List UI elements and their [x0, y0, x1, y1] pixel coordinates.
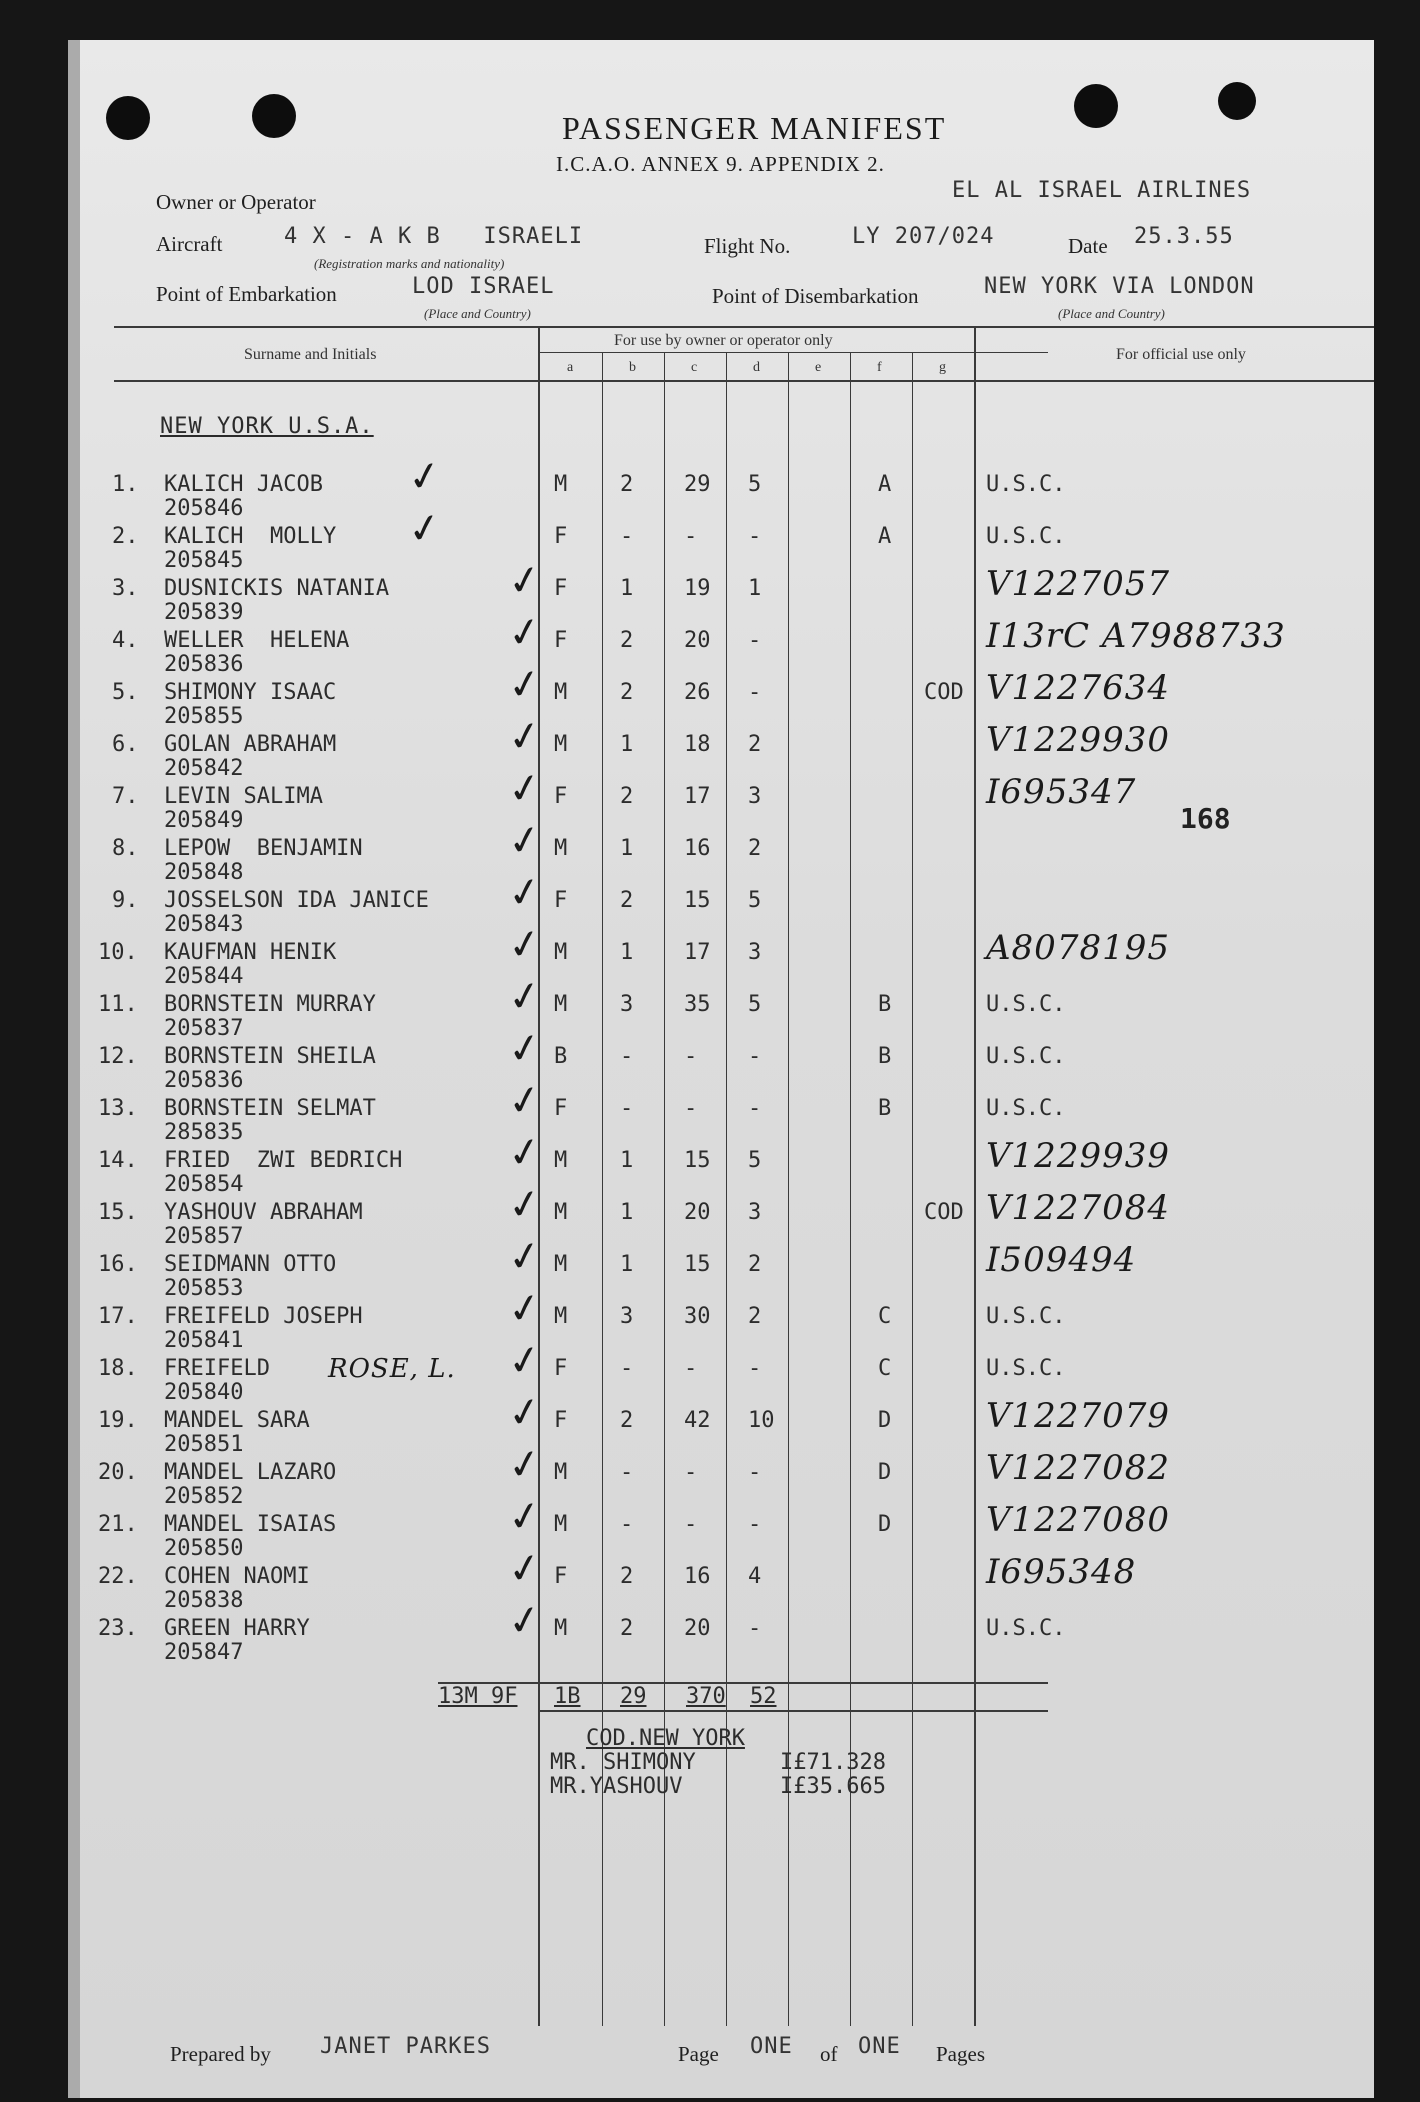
- passenger-name: COHEN NAOMI: [164, 1564, 310, 1589]
- col-g-value: COD: [924, 1200, 964, 1225]
- col-b-value: 1: [620, 732, 634, 757]
- sub-col-g: g: [939, 360, 946, 375]
- col-d-value: 5: [748, 1148, 762, 1173]
- col-b-value: 1: [620, 940, 634, 965]
- col-f-value: D: [878, 1408, 892, 1433]
- prepared-value: JANET PARKES: [320, 2034, 491, 2059]
- table-header-rule: [114, 380, 1374, 382]
- col-a-value: M: [554, 940, 568, 965]
- passenger-name: FREIFELD JOSEPH: [164, 1304, 363, 1329]
- name-col-header: Surname and Initials: [244, 346, 377, 363]
- ticket-number: 205854: [164, 1172, 244, 1197]
- date-label: Date: [1068, 234, 1108, 258]
- col-a-value: F: [554, 524, 568, 549]
- row-number: 23.: [98, 1616, 138, 1641]
- ticket-number: 205853: [164, 1276, 244, 1301]
- sub-col-b: b: [629, 360, 636, 375]
- col-d-value: 5: [748, 888, 762, 913]
- col-c-value: 26: [684, 680, 711, 705]
- official-entry: U.S.C.: [986, 992, 1066, 1017]
- check-mark-icon: ✓: [504, 867, 546, 919]
- col-d-value: 10: [748, 1408, 775, 1433]
- passenger-name: SHIMONY ISAAC: [164, 680, 337, 705]
- operator-col-header: For use by owner or operator only: [614, 332, 833, 349]
- totals-b: 29: [620, 1684, 647, 1709]
- owner-label: Owner or Operator: [156, 190, 316, 214]
- col-d-value: -: [748, 1460, 762, 1485]
- check-mark-icon: ✓: [504, 1127, 546, 1179]
- col-c-value: 35: [684, 992, 711, 1017]
- col-d-value: 5: [748, 472, 762, 497]
- aircraft-note: (Registration marks and nationality): [314, 256, 505, 271]
- ticket-number: 205847: [164, 1640, 244, 1665]
- passenger-name: FRIED ZWI BEDRICH: [164, 1148, 403, 1173]
- col-d-value: -: [748, 1096, 762, 1121]
- col-b-value: -: [620, 1044, 634, 1069]
- col-d-value: -: [748, 1356, 762, 1381]
- row-number: 5.: [112, 680, 139, 705]
- passenger-name: GOLAN ABRAHAM: [164, 732, 337, 757]
- col-f-value: B: [878, 1044, 892, 1069]
- embark-value: LOD ISRAEL: [412, 274, 555, 299]
- operator-sub-rule: [540, 352, 1048, 353]
- col-f-value: D: [878, 1460, 892, 1485]
- col-c-value: 18: [684, 732, 711, 757]
- page-label: Page: [678, 2042, 719, 2066]
- col-c-value: 20: [684, 628, 711, 653]
- of-value: ONE: [858, 2034, 901, 2059]
- cod-line2-name: MR.YASHOUV: [550, 1774, 683, 1799]
- ticket-number: 205851: [164, 1432, 244, 1457]
- check-mark-icon: ✓: [504, 1075, 546, 1127]
- col-a-value: M: [554, 992, 568, 1017]
- punch-hole: [1074, 84, 1118, 128]
- check-mark-icon: ✓: [504, 763, 546, 815]
- col-d-value: -: [748, 680, 762, 705]
- sub-col-f: f: [877, 360, 882, 375]
- official-entry: V1227079: [986, 1396, 1170, 1436]
- totals-top-rule: [438, 1682, 1048, 1684]
- official-entry: I695347: [986, 772, 1137, 812]
- col-b-value: 1: [620, 1200, 634, 1225]
- official-entry: I13rC A7988733: [986, 616, 1286, 656]
- ticket-number: 285835: [164, 1120, 244, 1145]
- col-d-value: 3: [748, 784, 762, 809]
- passenger-name: SEIDMANN OTTO: [164, 1252, 337, 1277]
- aircraft-value: 4 X - A K B ISRAELI: [284, 224, 584, 249]
- page-number-stamp: 168: [1180, 802, 1231, 835]
- col-b-value: 1: [620, 1148, 634, 1173]
- col-c-value: 42: [684, 1408, 711, 1433]
- col-a-value: F: [554, 1564, 568, 1589]
- col-f-value: B: [878, 992, 892, 1017]
- col-a-value: M: [554, 836, 568, 861]
- col-c-value: 19: [684, 576, 711, 601]
- col-f-value: A: [878, 472, 892, 497]
- row-number: 9.: [112, 888, 139, 913]
- check-mark-icon: ✓: [504, 1439, 546, 1491]
- official-entry: I509494: [986, 1240, 1137, 1280]
- col-d-value: 2: [748, 732, 762, 757]
- col-c-value: 30: [684, 1304, 711, 1329]
- check-mark-icon: ✓: [504, 1387, 546, 1439]
- totals-a: 1B: [554, 1684, 581, 1709]
- col-b-value: -: [620, 524, 634, 549]
- col-a-value: F: [554, 1408, 568, 1433]
- page-subtitle: I.C.A.O. ANNEX 9. APPENDIX 2.: [556, 152, 885, 176]
- table-top-rule: [114, 326, 1374, 328]
- col-c-value: 16: [684, 1564, 711, 1589]
- row-number: 16.: [98, 1252, 138, 1277]
- official-entry: V1227634: [986, 668, 1170, 708]
- official-entry: V1229930: [986, 720, 1170, 760]
- col-a-value: F: [554, 628, 568, 653]
- col-a-value: F: [554, 888, 568, 913]
- col-b-value: 2: [620, 888, 634, 913]
- col-b-value: -: [620, 1512, 634, 1537]
- official-entry: U.S.C.: [986, 1044, 1066, 1069]
- col-b-value: 2: [620, 784, 634, 809]
- check-mark-icon: ✓: [504, 971, 546, 1023]
- passenger-name: BORNSTEIN SELMAT: [164, 1096, 376, 1121]
- official-entry: V1227057: [986, 564, 1170, 604]
- passenger-name: LEPOW BENJAMIN: [164, 836, 363, 861]
- col-b-value: 2: [620, 1408, 634, 1433]
- col-c-value: 20: [684, 1616, 711, 1641]
- official-entry: U.S.C.: [986, 1304, 1066, 1329]
- col-d-value: 2: [748, 1252, 762, 1277]
- sub-col-d: d: [753, 360, 760, 375]
- col-a-value: F: [554, 1356, 568, 1381]
- check-mark-icon: ✓: [504, 1283, 546, 1335]
- row-number: 3.: [112, 576, 139, 601]
- col-d-value: -: [748, 628, 762, 653]
- col-rule-g: [912, 352, 913, 2026]
- check-mark-icon: ✓: [404, 503, 446, 555]
- row-number: 1.: [112, 472, 139, 497]
- totals-bottom-rule: [538, 1710, 1048, 1712]
- row-number: 10.: [98, 940, 138, 965]
- check-mark-icon: ✓: [504, 815, 546, 867]
- col-c-value: -: [684, 1356, 698, 1381]
- col-a-value: M: [554, 1304, 568, 1329]
- official-col-header: For official use only: [1116, 346, 1246, 363]
- disembark-label: Point of Disembarkation: [712, 284, 919, 308]
- ticket-number: 205837: [164, 1016, 244, 1041]
- col-d-value: 3: [748, 940, 762, 965]
- row-number: 19.: [98, 1408, 138, 1433]
- passenger-name: MANDEL LAZARO: [164, 1460, 337, 1485]
- ticket-number: 205849: [164, 808, 244, 833]
- passenger-name: MANDEL SARA: [164, 1408, 310, 1433]
- col-a-value: M: [554, 1200, 568, 1225]
- page-title: PASSENGER MANIFEST: [562, 110, 947, 146]
- date-value: 25.3.55: [1134, 224, 1234, 249]
- col-c-value: 16: [684, 836, 711, 861]
- ticket-number: 205844: [164, 964, 244, 989]
- col-f-value: D: [878, 1512, 892, 1537]
- col-b-value: 1: [620, 576, 634, 601]
- passenger-name: JOSSELSON IDA JANICE: [164, 888, 429, 913]
- col-d-value: 4: [748, 1564, 762, 1589]
- ticket-number: 205841: [164, 1328, 244, 1353]
- row-number: 6.: [112, 732, 139, 757]
- official-entry: V1229939: [986, 1136, 1170, 1176]
- check-mark-icon: ✓: [504, 1595, 546, 1647]
- check-mark-icon: ✓: [504, 1179, 546, 1231]
- ticket-number: 205857: [164, 1224, 244, 1249]
- col-d-value: -: [748, 1616, 762, 1641]
- col-d-value: 3: [748, 1200, 762, 1225]
- official-entry: V1227084: [986, 1188, 1170, 1228]
- col-b-value: 1: [620, 836, 634, 861]
- check-mark-icon: ✓: [504, 555, 546, 607]
- punch-hole: [252, 94, 296, 138]
- ticket-number: 205846: [164, 496, 244, 521]
- col-b-value: 3: [620, 1304, 634, 1329]
- row-number: 12.: [98, 1044, 138, 1069]
- aircraft-label: Aircraft: [156, 232, 223, 256]
- official-entry: V1227080: [986, 1500, 1170, 1540]
- totals-c: 370: [686, 1684, 726, 1709]
- flight-label: Flight No.: [704, 234, 791, 258]
- passenger-name: KALICH JACOB: [164, 472, 323, 497]
- official-entry: U.S.C.: [986, 472, 1066, 497]
- col-c-value: -: [684, 1460, 698, 1485]
- sub-col-a: a: [567, 360, 574, 375]
- ticket-number: 205852: [164, 1484, 244, 1509]
- row-number: 11.: [98, 992, 138, 1017]
- page-value: ONE: [750, 2034, 793, 2059]
- embark-note: (Place and Country): [424, 306, 531, 321]
- row-number: 8.: [112, 836, 139, 861]
- check-mark-icon: ✓: [504, 711, 546, 763]
- col-b-value: 2: [620, 680, 634, 705]
- col-a-value: M: [554, 1460, 568, 1485]
- row-number: 15.: [98, 1200, 138, 1225]
- col-c-value: 15: [684, 888, 711, 913]
- passenger-name: FREIFELD: [164, 1356, 270, 1381]
- passenger-name: DUSNICKIS NATANIA: [164, 576, 390, 601]
- passenger-name: MANDEL ISAIAS: [164, 1512, 337, 1537]
- disembark-note: (Place and Country): [1058, 306, 1165, 321]
- col-c-value: 29: [684, 472, 711, 497]
- row-number: 21.: [98, 1512, 138, 1537]
- ticket-number: 205839: [164, 600, 244, 625]
- col-b-value: 3: [620, 992, 634, 1017]
- row-number: 4.: [112, 628, 139, 653]
- row-number: 2.: [112, 524, 139, 549]
- check-mark-icon: ✓: [504, 659, 546, 711]
- col-d-value: 5: [748, 992, 762, 1017]
- col-a-value: F: [554, 1096, 568, 1121]
- row-number: 14.: [98, 1148, 138, 1173]
- col-c-value: -: [684, 524, 698, 549]
- col-f-value: B: [878, 1096, 892, 1121]
- row-number: 18.: [98, 1356, 138, 1381]
- row-number: 17.: [98, 1304, 138, 1329]
- paper-edge: [68, 40, 80, 2098]
- col-d-value: 2: [748, 1304, 762, 1329]
- row-number: 7.: [112, 784, 139, 809]
- col-b-value: 2: [620, 1564, 634, 1589]
- manifest-sheet: [68, 40, 1374, 2098]
- col-b-value: -: [620, 1460, 634, 1485]
- col-a-value: M: [554, 1252, 568, 1277]
- of-label: of: [820, 2042, 838, 2066]
- col-c-value: -: [684, 1044, 698, 1069]
- col-d-value: -: [748, 1044, 762, 1069]
- cod-line2-amount: I£35.665: [780, 1774, 886, 1799]
- section-heading: NEW YORK U.S.A.: [160, 414, 374, 439]
- col-f-value: A: [878, 524, 892, 549]
- row-number: 22.: [98, 1564, 138, 1589]
- totals-mf: 13M 9F: [438, 1684, 518, 1709]
- ticket-number: 205848: [164, 860, 244, 885]
- cod-heading: COD.NEW YORK: [586, 1726, 745, 1751]
- passenger-name: GREEN HARRY: [164, 1616, 310, 1641]
- punch-hole: [1218, 82, 1256, 120]
- check-mark-icon: ✓: [404, 451, 446, 503]
- cod-line1-name: MR. SHIMONY: [550, 1750, 696, 1775]
- col-b-value: 2: [620, 472, 634, 497]
- row-number: 20.: [98, 1460, 138, 1485]
- official-entry: U.S.C.: [986, 524, 1066, 549]
- col-rule-d: [726, 352, 727, 2026]
- col-rule-official: [974, 326, 976, 2026]
- ticket-number: 205838: [164, 1588, 244, 1613]
- check-mark-icon: ✓: [504, 1491, 546, 1543]
- official-entry: U.S.C.: [986, 1356, 1066, 1381]
- check-mark-icon: ✓: [504, 607, 546, 659]
- check-mark-icon: ✓: [504, 1335, 546, 1387]
- col-c-value: -: [684, 1512, 698, 1537]
- col-a-value: M: [554, 1148, 568, 1173]
- punch-hole: [106, 96, 150, 140]
- embark-label: Point of Embarkation: [156, 282, 337, 306]
- disembark-value: NEW YORK VIA LONDON: [984, 274, 1255, 299]
- totals-d: 52: [750, 1684, 777, 1709]
- official-entry: U.S.C.: [986, 1616, 1066, 1641]
- official-entry: A8078195: [986, 928, 1170, 968]
- col-b-value: 2: [620, 628, 634, 653]
- col-c-value: 17: [684, 784, 711, 809]
- ticket-number: 205840: [164, 1380, 244, 1405]
- col-c-value: 17: [684, 940, 711, 965]
- col-f-value: C: [878, 1356, 892, 1381]
- col-c-value: 20: [684, 1200, 711, 1225]
- col-b-value: 2: [620, 1616, 634, 1641]
- passenger-name: WELLER HELENA: [164, 628, 350, 653]
- cod-line1-amount: I£71.328: [780, 1750, 886, 1775]
- col-d-value: -: [748, 524, 762, 549]
- check-mark-icon: ✓: [504, 1231, 546, 1283]
- passenger-name: BORNSTEIN MURRAY: [164, 992, 376, 1017]
- col-f-value: C: [878, 1304, 892, 1329]
- passenger-name: BORNSTEIN SHEILA: [164, 1044, 376, 1069]
- col-c-value: 15: [684, 1148, 711, 1173]
- col-a-value: M: [554, 680, 568, 705]
- check-mark-icon: ✓: [504, 1543, 546, 1595]
- ticket-number: 205842: [164, 756, 244, 781]
- official-entry: U.S.C.: [986, 1096, 1066, 1121]
- col-d-value: 2: [748, 836, 762, 861]
- col-a-value: M: [554, 1616, 568, 1641]
- col-a-value: M: [554, 472, 568, 497]
- passenger-name: YASHOUV ABRAHAM: [164, 1200, 363, 1225]
- pages-label: Pages: [936, 2042, 985, 2066]
- col-c-value: 15: [684, 1252, 711, 1277]
- col-d-value: -: [748, 1512, 762, 1537]
- sub-col-e: e: [815, 360, 822, 375]
- ticket-number: 205843: [164, 912, 244, 937]
- ticket-number: 205836: [164, 652, 244, 677]
- owner-value: EL AL ISRAEL AIRLINES: [952, 178, 1252, 203]
- ticket-number: 205836: [164, 1068, 244, 1093]
- col-g-value: COD: [924, 680, 964, 705]
- prepared-label: Prepared by: [170, 2042, 271, 2066]
- col-a-value: M: [554, 732, 568, 757]
- ticket-number: 205855: [164, 704, 244, 729]
- col-b-value: 1: [620, 1252, 634, 1277]
- col-c-value: -: [684, 1096, 698, 1121]
- official-entry: V1227082: [986, 1448, 1170, 1488]
- official-entry: I695348: [986, 1552, 1137, 1592]
- check-mark-icon: ✓: [504, 1023, 546, 1075]
- col-a-value: M: [554, 1512, 568, 1537]
- ticket-number: 205850: [164, 1536, 244, 1561]
- passenger-name: LEVIN SALIMA: [164, 784, 323, 809]
- check-mark-icon: ✓: [504, 919, 546, 971]
- col-b-value: -: [620, 1096, 634, 1121]
- sub-col-c: c: [691, 360, 698, 375]
- passenger-name: KALICH MOLLY: [164, 524, 337, 549]
- col-a-value: F: [554, 784, 568, 809]
- passenger-name: KAUFMAN HENIK: [164, 940, 337, 965]
- col-a-value: F: [554, 576, 568, 601]
- col-d-value: 1: [748, 576, 762, 601]
- col-b-value: -: [620, 1356, 634, 1381]
- flight-value: LY 207/024: [852, 224, 995, 249]
- col-a-value: B: [554, 1044, 568, 1069]
- ticket-number: 205845: [164, 548, 244, 573]
- row-number: 13.: [98, 1096, 138, 1121]
- handwritten-name-18: ROSE, L.: [328, 1354, 456, 1384]
